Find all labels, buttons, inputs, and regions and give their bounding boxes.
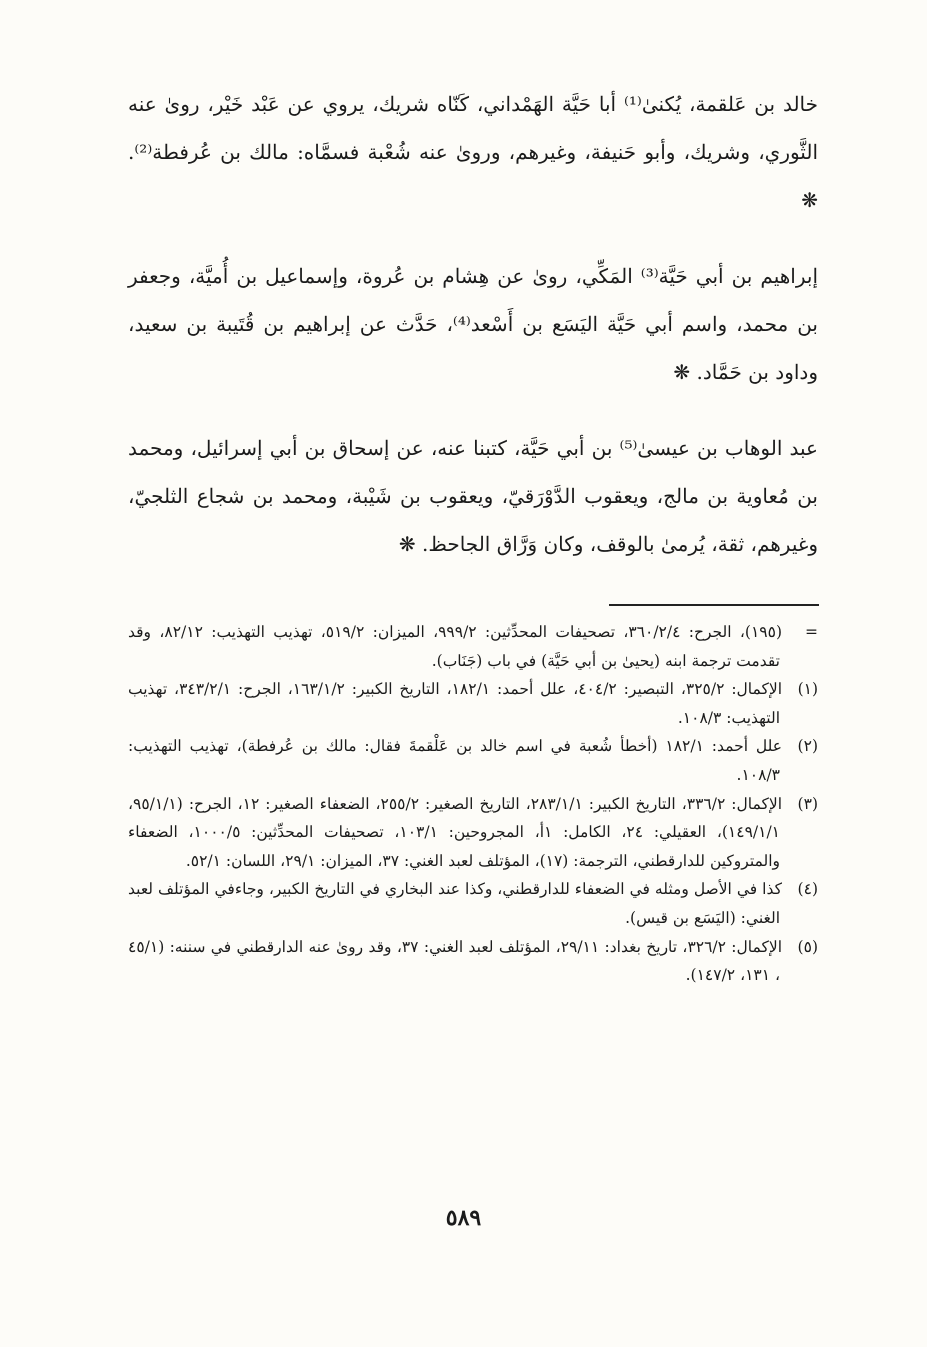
footnote-mark: (٥) [797,937,818,956]
entry-text: عبد الوهاب بن عيسىٰ⁽⁵⁾ بن أبي حَيَّة، كتبنا عنه، عن إسحاق بن أبي إسرائيل، ومحمد بن مُعاوية بن مالج، ويعقوب الدَّوْرَقيّ، ويعقوب بن شَيْبة، ومحمد بن شجاع الثلجيّ، وغيرهم، ثقة، يُرمىٰ بالوقف، وكان وَرَّاق الجاحظ. ❋ [128,436,818,556]
footnote-text: علل أحمد: ١٨٢/١ (أخطأ شُعبة في اسم خالد بن عَلْقمةَ فقال: مالك بن عُرفطة)، تهذيب التهذيب: ١٠٨/٣. [128,737,782,784]
footnote-text: (١٩٥)، الجرح: ٣٦٠/٢/٤، تصحيفات المحدِّثين: ٩٩٩/٢، الميزان: ٥١٩/٢، تهذيب التهذيب: ٨٢/١٢، وقد تقدمت ترجمة ابنه (يحيىٰ بن أبي حَيَّة) في باب (جَنَاب). [128,623,783,670]
entry-text: خالد بن عَلقمة، يُكنىٰ⁽¹⁾ أبا حَيَّة الهَمْداني، كَنّاه شريك، يروي عن عَبْد خَيْر، روىٰ عنه الثَّوري، وشريك، وأبو حَنيفة، وغيرهم، وروىٰ عنه شُعْبة فسمَّاه: مالك بن عُرفطة⁽²⁾. ❋ [128,92,818,212]
footnote-mark: (١) [797,680,819,699]
footnote-text: الإكمال: ٣٢٥/٢، التبصير: ٤٠٤/٢، علل أحمد: ١٨٢/١، التاريخ الكبير: ١٦٣/١/٢، الجرح: ٣٤٣/٢/١، تهذيب التهذيب: ١٠٨/٣. [128,680,783,727]
footnote-1 [128,675,818,732]
entry-khalid-ibn-alqama [128,80,818,224]
footnote-2 [128,732,818,789]
footnote-text: الإكمال: ٣٢٦/٢، تاريخ بغداد: ٢٩/١١، المؤتلف لعبد الغني: ٣٧، وقد روىٰ عنه الدارقطني في سننه: (٤٥/١ ، ١٣١، ١٤٧/٢). [128,937,782,985]
footnote-mark: (٢) [797,737,818,756]
footnote-5 [128,933,818,990]
footnote-divider [609,604,819,606]
footnote-mark: = [805,623,819,641]
entry-text: إبراهيم بن أبي حَيَّة⁽³⁾ المَكِّي، روىٰ عن هِشام بن عُروة، وإسماعيل بن أُميَّة، وجعفر بن محمد، واسم أبي حَيَّة اليَسَع بن أَسْعد⁽⁴⁾، حَدَّث عن إبراهيم بن قُتَيبة بن سعيد، وداود بن حَمَّاد. ❋ [128,264,819,384]
footnotes [128,618,818,990]
footnote-mark: (٤) [797,880,818,899]
footnote-continuation [128,618,818,675]
entry-ibrahim-ibn-abi-hayya [128,252,818,396]
footnote-text: الإكمال: ٣٣٦/٢، التاريخ الكبير: ٢٨٣/١/١، التاريخ الصغير: ٢٥٥/٢، الضعفاء الصغير: ١٢، الجرح: (٩٥/١/١، ١٤٩/١/١)، العقيلي: ٢٤، الكامل: ١أ، المجروحين: ١٠٣/١، تصحيفات المحدِّثين: ١٠٠٠/٥، الضعفاء والمتروكين للدارقطني، الترجمة: (١٧)، المؤتلف لعبد الغني: ٣٧، الميزان: ٢٩/١، اللسان: ٥٢/١. [128,794,782,870]
footnote-text: كذا في الأصل ومثله في الضعفاء للدارقطني، وكذا عند البخاري في التاريخ الكبير، وجاءفي المؤتلف لعبد الغني: (اليَسَع بن قيس). [128,880,782,927]
page-number: ٥٨٩ [445,1205,482,1231]
footnote-mark: (٣) [797,794,818,813]
main-text [128,80,818,596]
entry-abd-al-wahhab-ibn-isa [128,424,818,568]
footnote-4 [128,875,818,932]
footnote-3 [128,790,818,876]
